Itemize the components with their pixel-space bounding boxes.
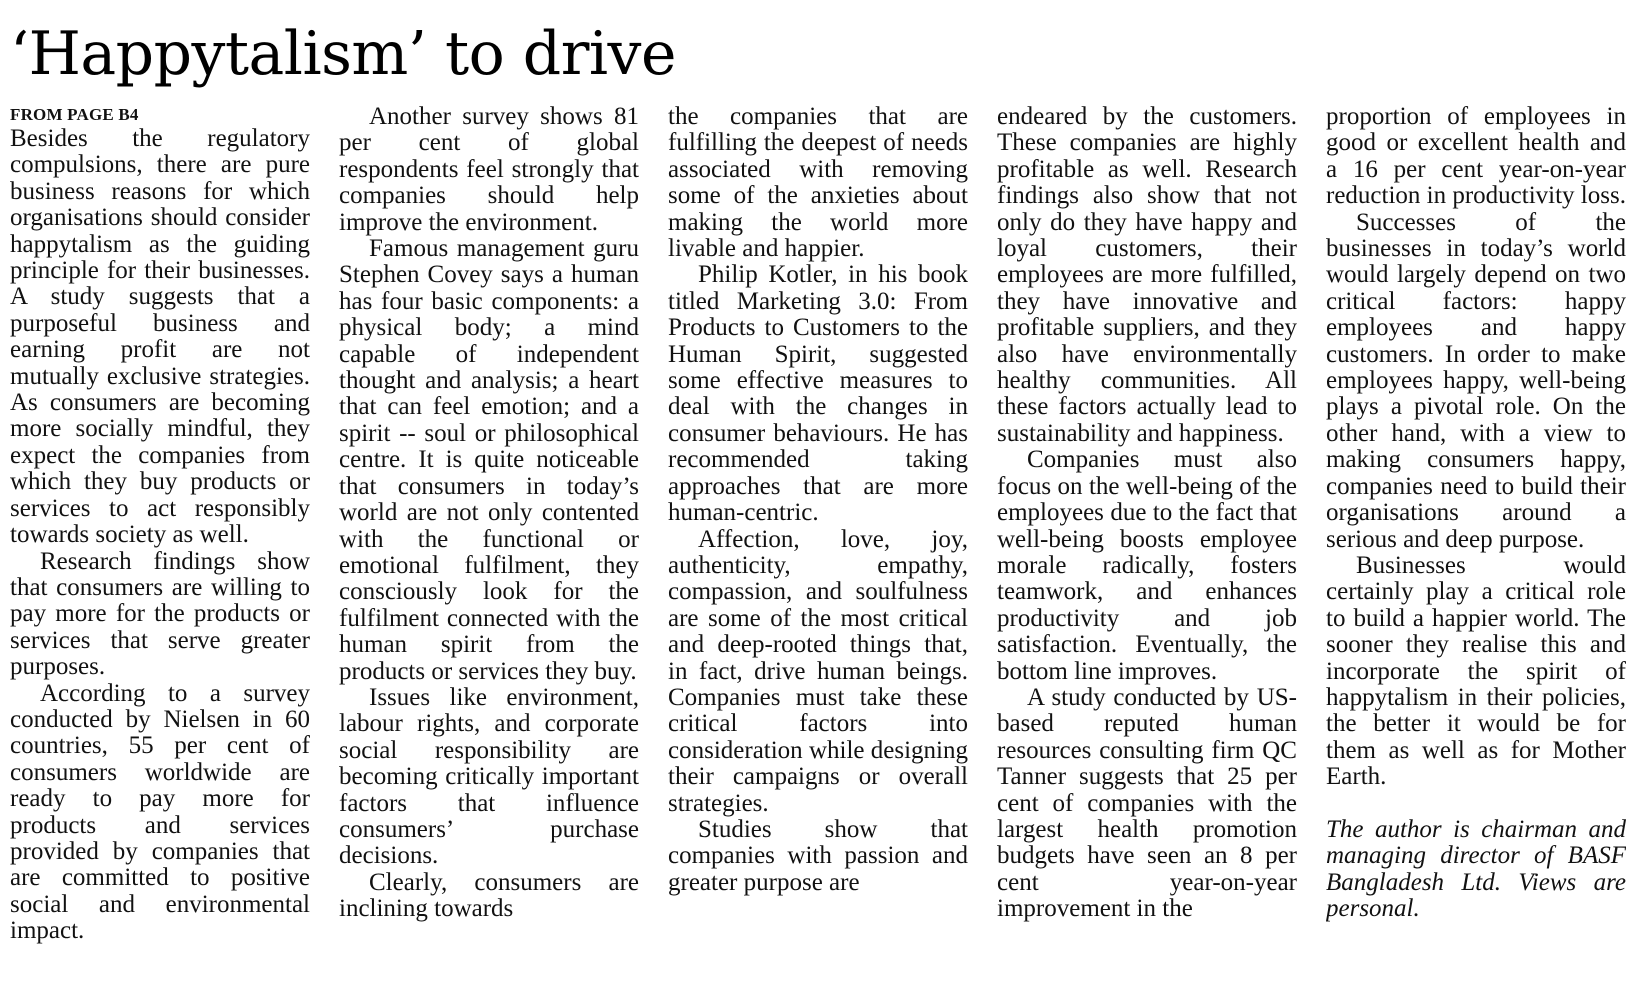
- column-1: [10, 104, 310, 984]
- paragraph: Famous management guru Stephen Covey says a human has four basic components: a physical body; a mind capable of independent thought and analysis; a heart that can feel emotion; and a spirit -- soul or philosophical centre. It is quite noticeable that consumers in today’s world are not only contented with the functional or emotional fulfilment, they consciously look for the fulfilment connected with the human spirit from the products or services they buy.: [339, 235, 639, 685]
- paragraph: A study conducted by US-based reputed human resources consulting firm QC Tanner suggests that 25 per cent of companies with the largest health promotion budgets have seen an 8 per cent year-on-year improvement in the: [997, 683, 1297, 923]
- column-5: [1326, 104, 1626, 984]
- paragraph: Issues like environment, labour rights, and corporate social responsibility are becoming critically important factors that influence consumers’ purchase decisions.: [339, 683, 639, 870]
- column-2: [339, 104, 639, 984]
- paragraph: endeared by the customers. These companies are highly profitable as well. Research findings also show that not only do they have happy and loyal customers, their employees are more fulfilled, they have innovative and profitable suppliers, and they also have environmentally healthy communities. All these factors actually lead to sustainability and happiness.: [997, 104, 1297, 447]
- paragraph: Besides the regulatory compulsions, there are pure business reasons for which organisations should consider happytalism as the guiding principle for their businesses. A study suggests that a purposeful business and earning profit are not mutually exclusive strategies. As consumers are becoming more socially mindful, they expect the companies from which they buy products or services to act responsibly towards society as well.: [10, 125, 310, 549]
- article-body: [10, 104, 1628, 984]
- paragraph: Affection, love, joy, authenticity, empathy, compassion, and soulfulness are some of the most critical and deep-rooted things that, in fact, drive human beings. Companies must take these critical factors into consideration while designing their campaigns or overall strategies.: [668, 525, 968, 817]
- paragraph: Businesses would certainly play a critical role to build a happier world. The sooner they realise this and incorporate the spirit of happytalism in their policies, the better it would be for them as well as for Mother Earth.: [1326, 551, 1626, 791]
- column-3: [668, 104, 968, 984]
- paragraph: Studies show that companies with passion and greater purpose are: [668, 815, 968, 896]
- column-4: [997, 104, 1297, 984]
- paragraph: Another survey shows 81 per cent of global respondents feel strongly that companies should help improve the environment.: [339, 104, 639, 236]
- paragraph: Philip Kotler, in his book titled Marketing 3.0: From Products to Customers to the Human Spirit, suggested some effective measures to deal with the changes in consumer behaviours. He has recommended taking approaches that are more human-centric.: [668, 261, 968, 527]
- paragraph: Research findings show that consumers are willing to pay more for the products or services that serve greater purposes.: [10, 547, 310, 681]
- jump-line: FROM PAGE B4: [10, 105, 139, 124]
- headline: ‘Happytalism’ to drive: [10, 19, 676, 89]
- paragraph: proportion of employees in good or excellent health and a 16 per cent year-on-year reduction in productivity loss.: [1326, 104, 1626, 210]
- paragraph: According to a survey conducted by Nielsen in 60 countries, 55 per cent of consumers worldwide are ready to pay more for products and services provided by companies that are committed to positive social and environmental impact.: [10, 679, 310, 945]
- paragraph: Successes of the businesses in today’s world would largely depend on two critical factors: happy employees and happy customers. In order to make employees happy, well-being plays a pivotal role. On the other hand, with a view to making consumers happy, companies need to build their organisations around a serious and deep purpose.: [1326, 208, 1626, 553]
- author-note: The author is chairman and managing director of BASF Bangladesh Ltd. Views are personal.: [1326, 815, 1626, 923]
- paragraph: Clearly, consumers are inclining towards: [339, 868, 639, 923]
- paragraph: Companies must also focus on the well-being of the employees due to the fact that well-being boosts employee morale radically, fosters teamwork, and enhances productivity and job satisfaction. Eventually, the bottom line improves.: [997, 446, 1297, 685]
- paragraph: the companies that are fulfilling the deepest of needs associated with removing some of the anxieties about making the world more livable and happier.: [668, 104, 968, 263]
